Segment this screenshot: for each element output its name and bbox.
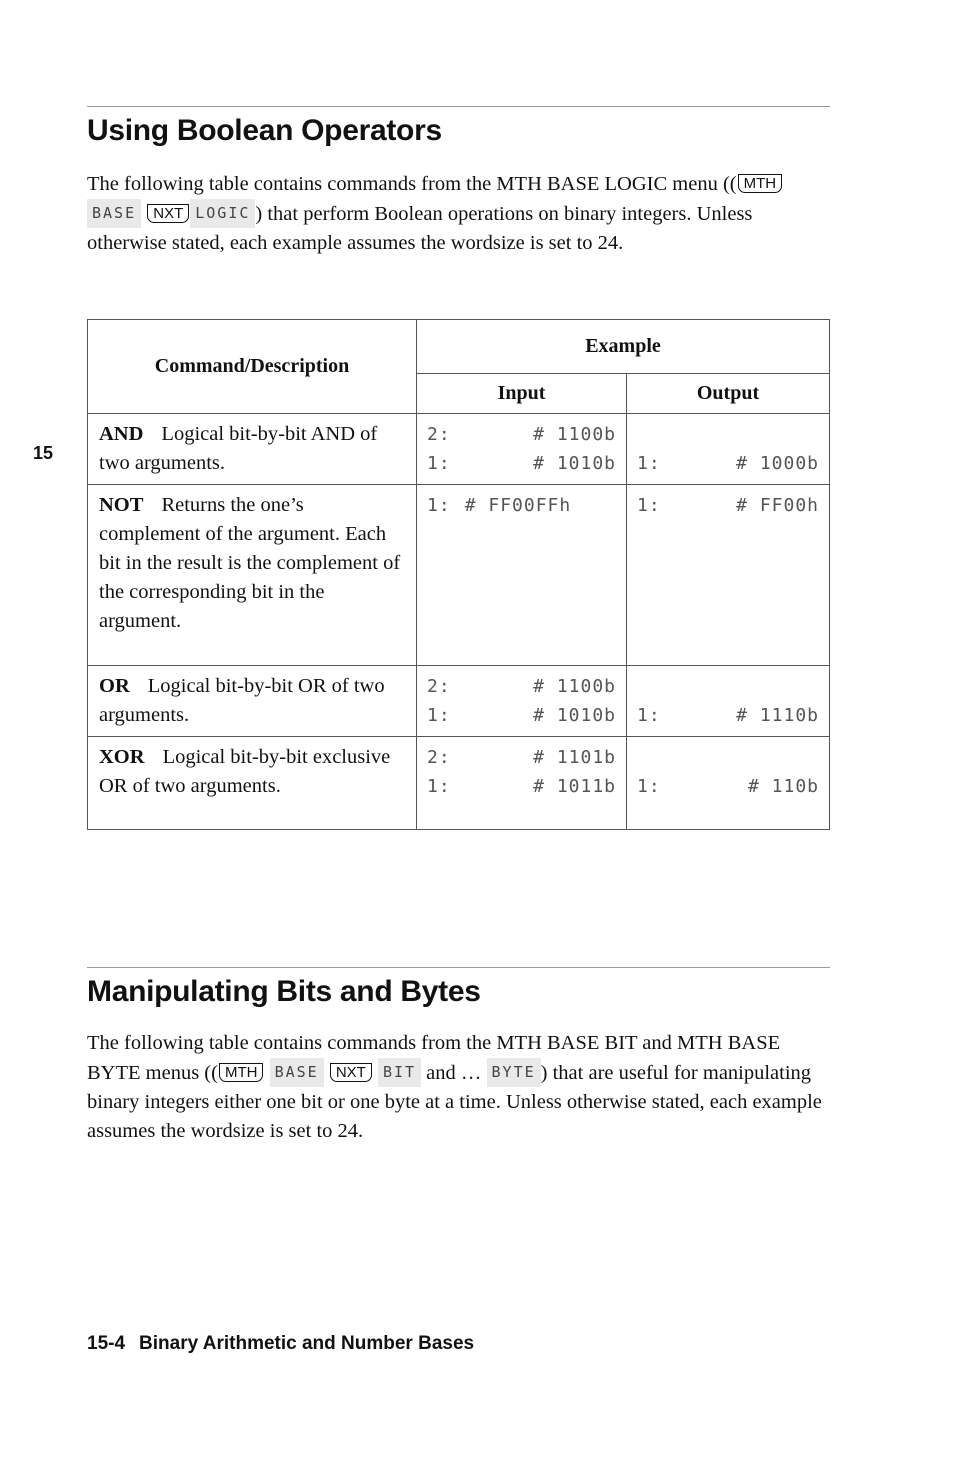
stack-value: # 1010b [533, 453, 616, 474]
mth-key[interactable]: MTH [738, 174, 783, 193]
header-example: Example [417, 320, 830, 374]
command-name: XOR [99, 746, 145, 768]
stack-value: # 1100b [533, 676, 616, 697]
page-number: 15-4 [87, 1333, 126, 1354]
output-cell [627, 737, 830, 830]
stack-level: 1: [427, 453, 451, 474]
bit-softkey[interactable]: BIT [378, 1058, 421, 1087]
command-cell [88, 485, 417, 666]
input-cell [417, 737, 627, 830]
section2-intro [87, 1029, 822, 1146]
stack-value: # 1101b [533, 747, 616, 768]
output-cell [627, 414, 830, 485]
command-name: OR [99, 675, 130, 697]
header-input: Input [417, 373, 627, 413]
stack-value: # FF00h [736, 495, 819, 516]
stack-value: # 1011b [533, 776, 616, 797]
stack-level: 2: [427, 747, 451, 768]
table-row [88, 666, 830, 737]
section1-rule [87, 106, 830, 107]
stack-level: 1: [427, 495, 451, 516]
section2-intro-text-b: ) that are useful for manipulating binary integers either one bit or one byte at a time. Unless otherwise stated, each example assumes the wordsize is set to 24. [87, 1062, 822, 1142]
page-footer [87, 1333, 474, 1355]
command-desc: Returns the one’s complement of the argument. Each bit in the result is the complement of the corresponding bit in the argument. [99, 494, 401, 632]
byte-softkey[interactable]: BYTE [487, 1058, 541, 1087]
section2-intro-mid: and … [426, 1062, 482, 1084]
section1-intro-text-b: ) that perform Boolean operations on binary integers. Unless otherwise stated, each example assumes the wordsize is set to 24. [87, 203, 753, 254]
table-row [88, 737, 830, 830]
logic-softkey[interactable]: LOGIC [190, 199, 255, 228]
command-desc: Logical bit-by-bit OR of two arguments. [99, 675, 385, 726]
nxt-key[interactable]: NXT [147, 204, 189, 223]
command-name: AND [99, 423, 144, 445]
output-cell [627, 485, 830, 666]
section2-rule [87, 967, 830, 968]
boolean-operators-table [87, 319, 830, 830]
section1-intro [87, 170, 827, 258]
input-cell [417, 414, 627, 485]
mth-key[interactable]: MTH [219, 1063, 264, 1082]
section1-intro-text-a: The following table contains commands from the MTH BASE LOGIC menu (( [87, 173, 737, 195]
output-cell [627, 666, 830, 737]
chapter-tab: 15 [33, 443, 54, 463]
chapter-title: Binary Arithmetic and Number Bases [139, 1333, 475, 1354]
section1-title: Using Boolean Operators [87, 114, 442, 147]
stack-level: 1: [637, 453, 661, 474]
stack-value: # 110b [747, 776, 819, 797]
command-name: NOT [99, 494, 144, 516]
base-softkey[interactable]: BASE [87, 199, 141, 228]
header-command: Command/Description [88, 320, 417, 414]
stack-level: 1: [637, 495, 661, 516]
section2-title: Manipulating Bits and Bytes [87, 975, 481, 1008]
input-cell [417, 485, 627, 666]
stack-value: # 1110b [736, 705, 819, 726]
stack-level: 2: [427, 424, 451, 445]
table-row [88, 485, 830, 666]
command-desc: Logical bit-by-bit AND of two arguments. [99, 423, 378, 474]
stack-value: # 1100b [533, 424, 616, 445]
stack-level: 1: [427, 776, 451, 797]
stack-level: 1: [637, 705, 661, 726]
stack-level: 2: [427, 676, 451, 697]
section2-intro-text-a: The following table contains commands from the MTH BASE BIT and MTH BASE BYTE menus (( [87, 1032, 781, 1084]
header-output: Output [627, 373, 830, 413]
command-cell [88, 737, 417, 830]
command-cell [88, 414, 417, 485]
nxt-key[interactable]: NXT [330, 1063, 372, 1082]
command-cell [88, 666, 417, 737]
stack-level: 1: [637, 776, 661, 797]
command-desc: Logical bit-by-bit exclusive OR of two arguments. [99, 746, 391, 797]
stack-value: # FF00FFh [464, 495, 572, 516]
input-cell [417, 666, 627, 737]
stack-level: 1: [427, 705, 451, 726]
stack-value: # 1010b [533, 705, 616, 726]
table-row [88, 414, 830, 485]
base-softkey[interactable]: BASE [270, 1058, 324, 1087]
stack-value: # 1000b [736, 453, 819, 474]
